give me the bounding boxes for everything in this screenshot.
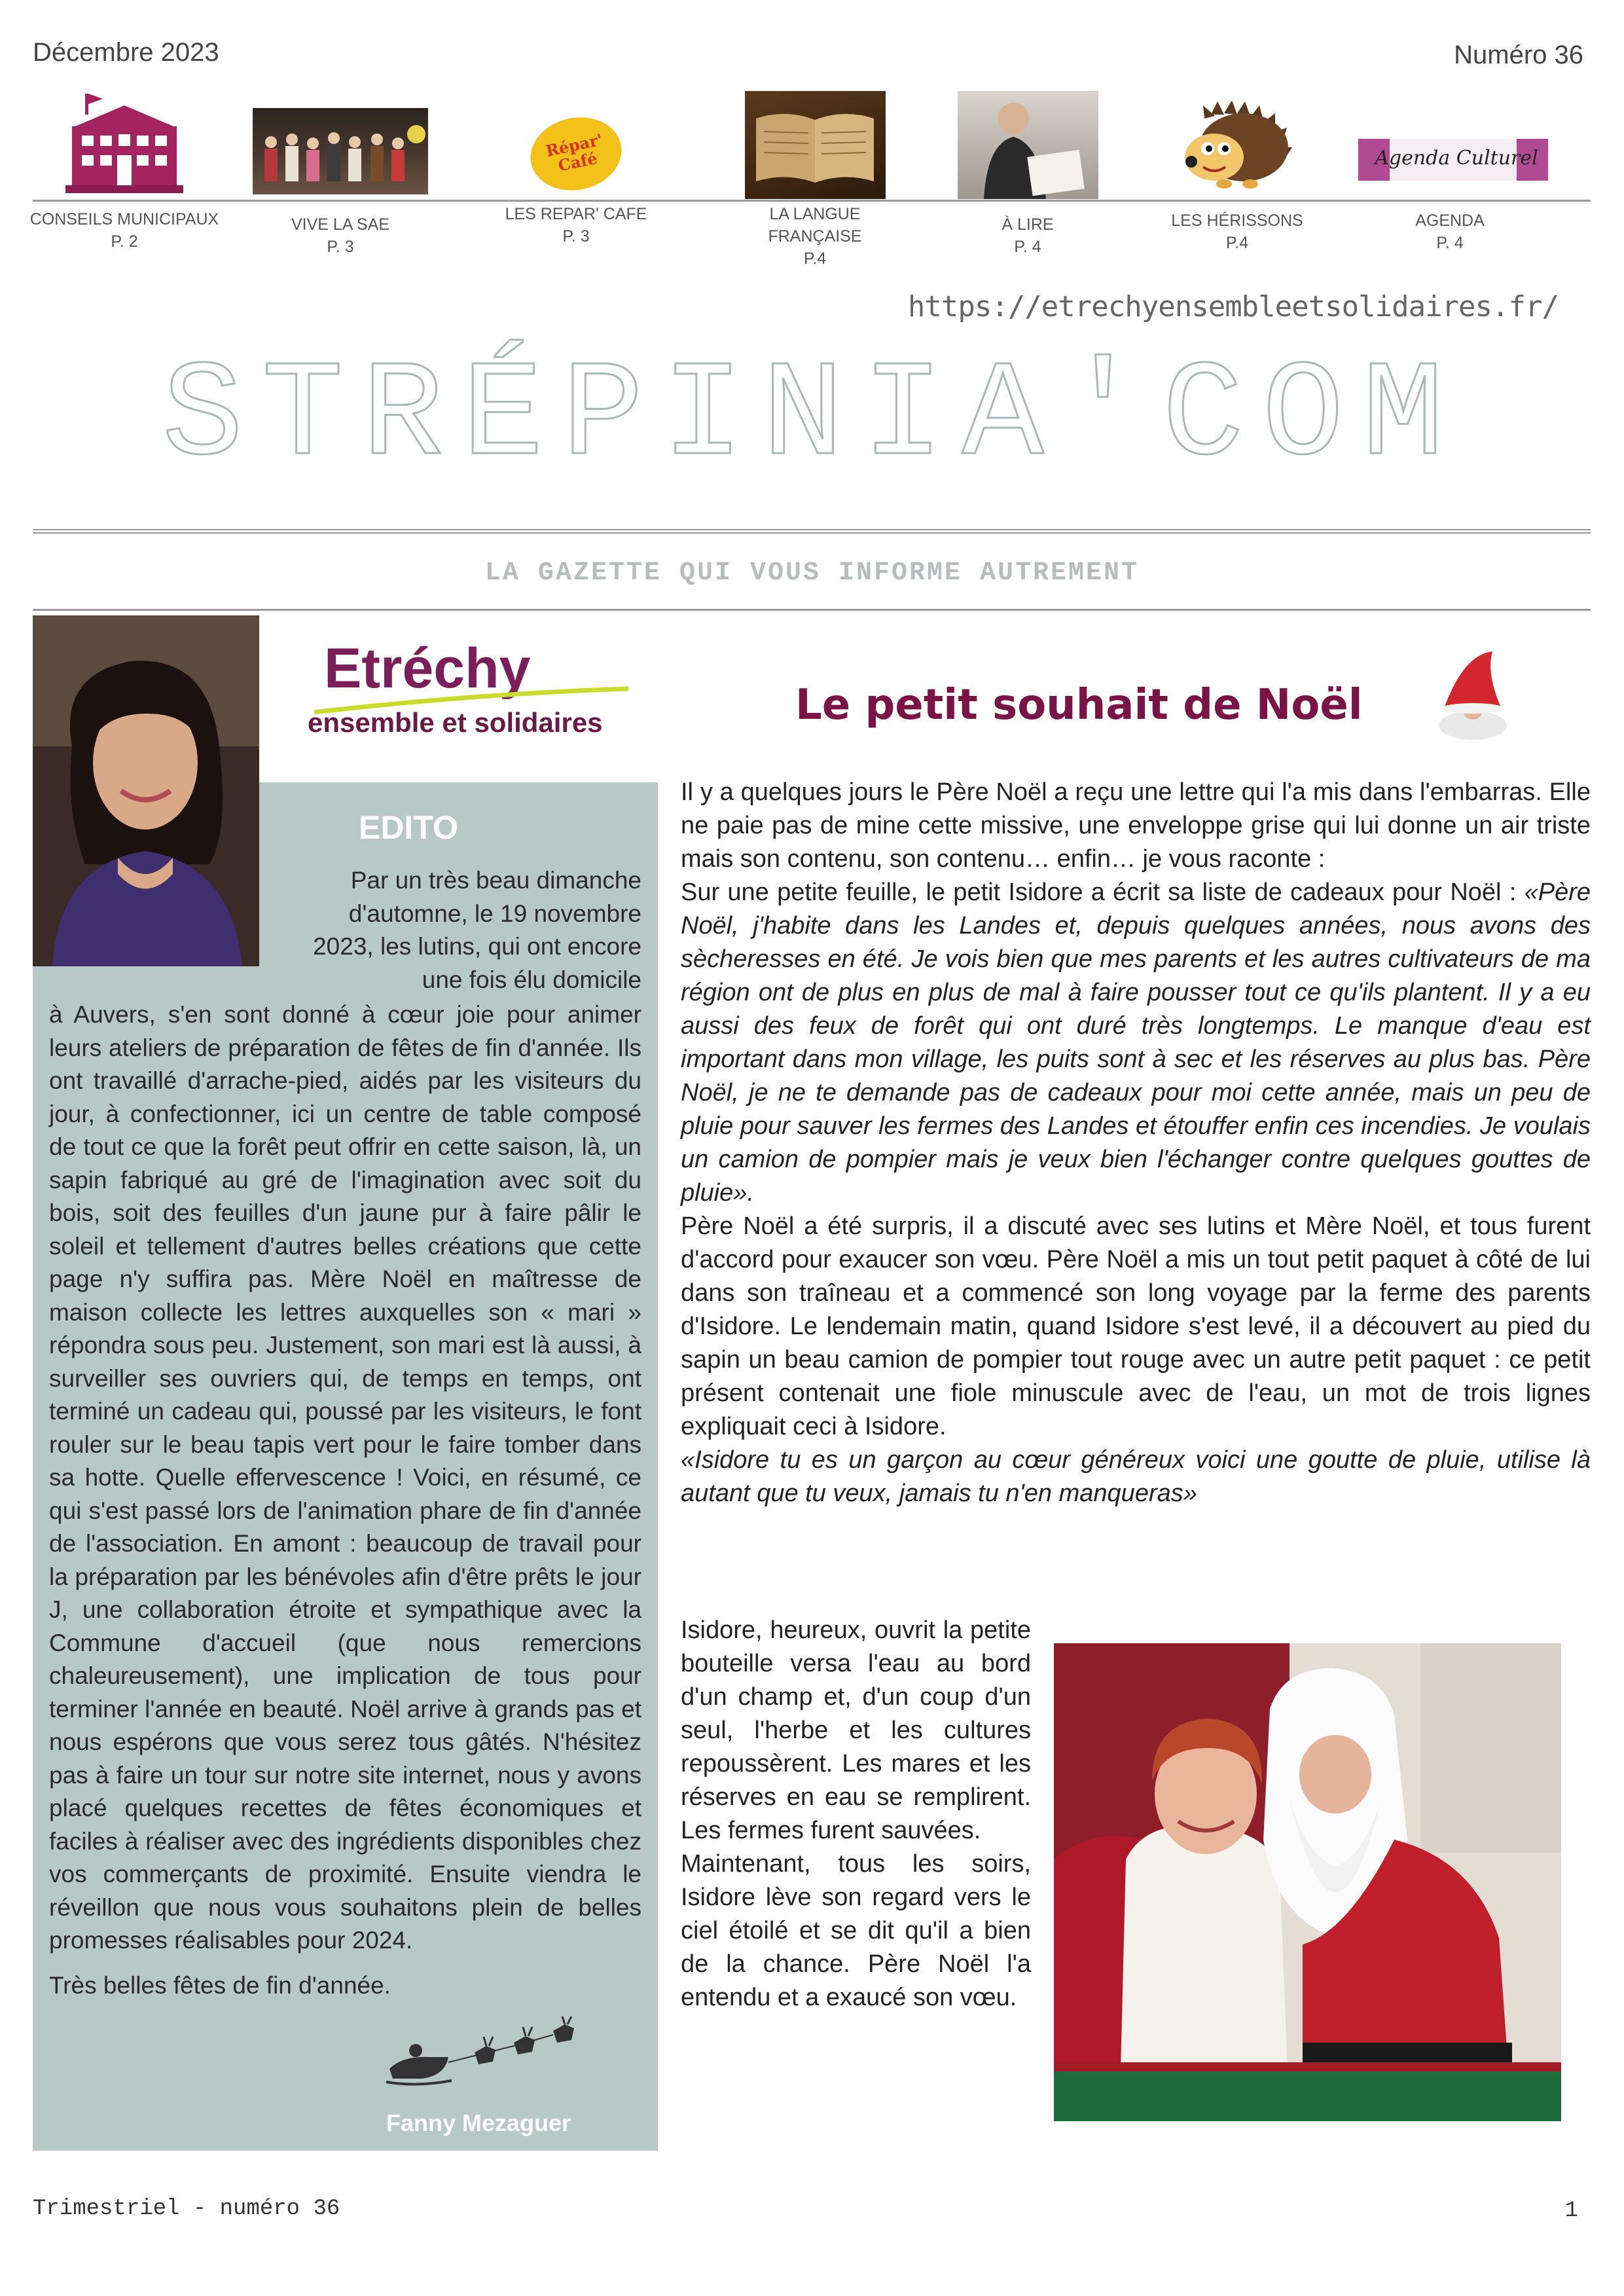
header-rule — [33, 200, 1591, 202]
hedgehog-icon — [1139, 85, 1335, 196]
agenda-logo — [1345, 139, 1548, 181]
nav-page-conseils: P. 2 — [111, 232, 138, 251]
association-subtitle: ensemble et solidaires — [308, 707, 603, 738]
edito-signature: Fanny Mezaguer — [386, 2109, 571, 2136]
nav-label-conseils: CONSEILS MUNICIPAUX — [29, 210, 219, 228]
masthead-rule-top — [33, 529, 1591, 530]
nav-label-langue: LA LANGUE FRANÇAISE — [768, 205, 862, 246]
santa-photo — [1054, 1643, 1561, 2121]
article-title: Le petit souhait de Noël — [795, 681, 1363, 729]
repair-cafe-logo — [524, 109, 628, 199]
article-paragraph: Isidore, heureux, ouvrit la petite bouteille versa l'eau au bord d'un champ et, d'un coup d'un seul, l'herbe et les cultures repoussèrent. Les mares et les réserves en eau se remplirent. Les fermes furent sauvées. — [681, 1616, 1031, 1844]
footer-periodicity: Trimestriel - numéro 36 — [33, 2196, 340, 2221]
nav-page-a-lire: P. 4 — [1014, 238, 1041, 256]
repair-cafe-logo-text: Répar' Café — [544, 130, 605, 175]
nav-label-herissons: LES HÉRISSONS — [1171, 211, 1303, 230]
nav-item-agenda[interactable] — [1352, 85, 1548, 252]
nav-item-langue[interactable] — [717, 85, 913, 268]
tagline: LA GAZETTE QUI VOUS INFORME AUTREMENT — [484, 558, 1140, 588]
nav-label-sae: VIVE LA SAE — [291, 215, 390, 234]
gnome-icon — [1430, 648, 1515, 743]
article-paragraph: Père Noël a été surpris, il a discuté avec ses lutins et Mère Noël, et tous furent d'accord pour exaucer son vœu. Père Noël a mis un tout petit paquet à côté de lui dans son traîneau et a commencé son long voyage par la ferme des parents d'Isidore. Le lendemain matin, quand Isidore s'est levé, il a découvert au pied du sapin un beau camion de pompier tout rouge avec un autre petit paquet : ce petit présent contenait une fiole minuscule avec de l'eau, un mot de trois lignes expliquait ceci à Isidore. — [681, 1212, 1591, 1440]
author-photo — [33, 615, 259, 966]
nav-item-repair-cafe[interactable] — [478, 85, 674, 246]
nav-page-sae: P. 3 — [327, 238, 354, 256]
nav-item-sae[interactable] — [242, 85, 439, 256]
nav-label-a-lire: À LIRE — [1001, 215, 1054, 234]
nav-item-conseils[interactable] — [26, 85, 223, 251]
nav-label-agenda: AGENDA — [1415, 211, 1485, 230]
page-number: 1 — [1564, 2198, 1578, 2223]
issue-number: Numéro 36 — [1454, 41, 1583, 69]
edito-closing: Très belles fêtes de fin d'année. — [49, 1972, 391, 1999]
article-paragraph — [681, 876, 1591, 1210]
article-lead: Sur une petite feuille, le petit Isidore a écrit sa liste de cadeaux pour Noël : — [681, 879, 1525, 906]
nav-item-herissons[interactable] — [1139, 85, 1335, 252]
edito-title: EDITO — [359, 809, 458, 846]
town-hall-icon — [26, 85, 223, 196]
masthead-rule-bottom — [33, 532, 1591, 534]
edito-body: à Auvers, s'en sont donné à cœur joie pour animer leurs ateliers de préparation de fêtes de fin d'année. Ils ont travaillé d'arrache-pied, aidés par les visiteurs du jour, à confectionner, ici un centre de table composé de tout ce que la forêt peut offrir en cette saison, là, un sapin fabriqué au gré de l'imagination avec soit du bois, soit des feuilles d'un jaune pur à faire pâlir le soleil et tellement d'autres belles créations que cette page n'y suffira pas. Mère Noël en maîtresse de maison collecte les lettres auxquelles son « mari » répondra sous peu. Justement, son mari est là aussi, à surveiller ses ouvriers qui, de temps en temps, ont terminé un cadeau qui, poussé par les visiteurs, le font rouler sur le beau tapis vert pour le faire tomber dans sa hotte. Quelle effervescence ! Voici, en résumé, ce qui s'est passé lors de l'animation phare de fin d'année de l'association. En amont : beaucoup de travail pour la préparation par les bénévoles afin d'être prêts le jour J, une collaboration étroite et sympathique avec la Commune d'accueil (que nous remercions chaleureusement), une implication de tous pour terminer l'année en beauté. Noël arrive à grands pas et nous espérons que vous serez tous gâtés. N'hésitez pas à faire un tour sur notre site internet, nous y avons placé quelques recettes de fêtes économiques et faciles à réaliser avec des ingrédients disponibles chez vos commerçants de proximité. Ensuite viendra le réveillon que nous vous souhaitons plein de belles promesses réalisables pour 2024. — [49, 1001, 641, 1954]
article-paragraph: Maintenant, tous les soirs, Isidore lève son regard vers le ciel étoilé et se dit qu'il a bien de la chance. Père Noël l'a entendu et a exaucé son vœu. — [681, 1850, 1031, 2011]
theatre-group-photo — [253, 108, 428, 194]
article-note-quote: «Isidore tu es un garçon au cœur généreux voici une goutte de pluie, utilise là autant que tu veux, jamais tu n'en manqueras» — [681, 1446, 1591, 1507]
masthead-title: STRÉPINIA'COM — [162, 340, 1462, 494]
article-letter-quote: «Père Noël, j'habite dans les Landes et, depuis quelques années, nous avons des sècheresses en été. Je vois bien que mes parents et les autres cultivateurs de ma région ont de plus en plus de mal à faire pousser tout ce qu'ils plantent. Il y a eu aussi des feux de forêt qui ont duré très longtemps. Le manque d'eau est important dans mon village, les puits sont à sec et les réserves au plus bas. Père Noël, je ne te demande pas de cadeaux pour moi cette année, mais un peu de pluie pour sauver les fermes des Landes et étouffer enfin ces incendies. Je voulais un camion de pompier mais je veux bien l'échanger contre quelques gouttes de pluie». — [681, 879, 1591, 1207]
article-paragraph: Il y a quelques jours le Père Noël a reçu une lettre qui l'a mis dans l'embarras. Elle ne paie pas de mine cette missive, une enveloppe grise qui lui donne un air triste mais son contenu, son contenu… enfin… je vous raconte : — [681, 778, 1591, 873]
nav-page-repair-cafe: P. 3 — [562, 227, 590, 246]
sleigh-icon — [376, 2016, 599, 2098]
edito-intro: Par un très beau dimanche d'automne, le 19 novembre 2023, les lutins, qui ont encore une fois élu domicile — [313, 867, 641, 993]
agenda-logo-text: Agenda Culturel — [1375, 147, 1538, 170]
reader-photo — [958, 91, 1098, 199]
tagline-rule — [33, 609, 1591, 611]
nav-page-agenda: P. 4 — [1436, 234, 1464, 252]
nav-page-herissons: P.4 — [1225, 234, 1249, 252]
issue-date: Décembre 2023 — [33, 38, 219, 67]
nav-label-repair-cafe: LES REPAR' CAFE — [505, 205, 647, 223]
site-url[interactable]: https://etrechyensembleetsolidaires.fr/ — [907, 290, 1559, 323]
association-name: Etréchy — [324, 637, 531, 700]
article-body — [681, 776, 1591, 1510]
nav-item-a-lire[interactable] — [929, 85, 1126, 256]
article-continued — [681, 1614, 1031, 2014]
open-book-photo — [745, 91, 886, 199]
nav-page-langue: P.4 — [803, 249, 827, 268]
